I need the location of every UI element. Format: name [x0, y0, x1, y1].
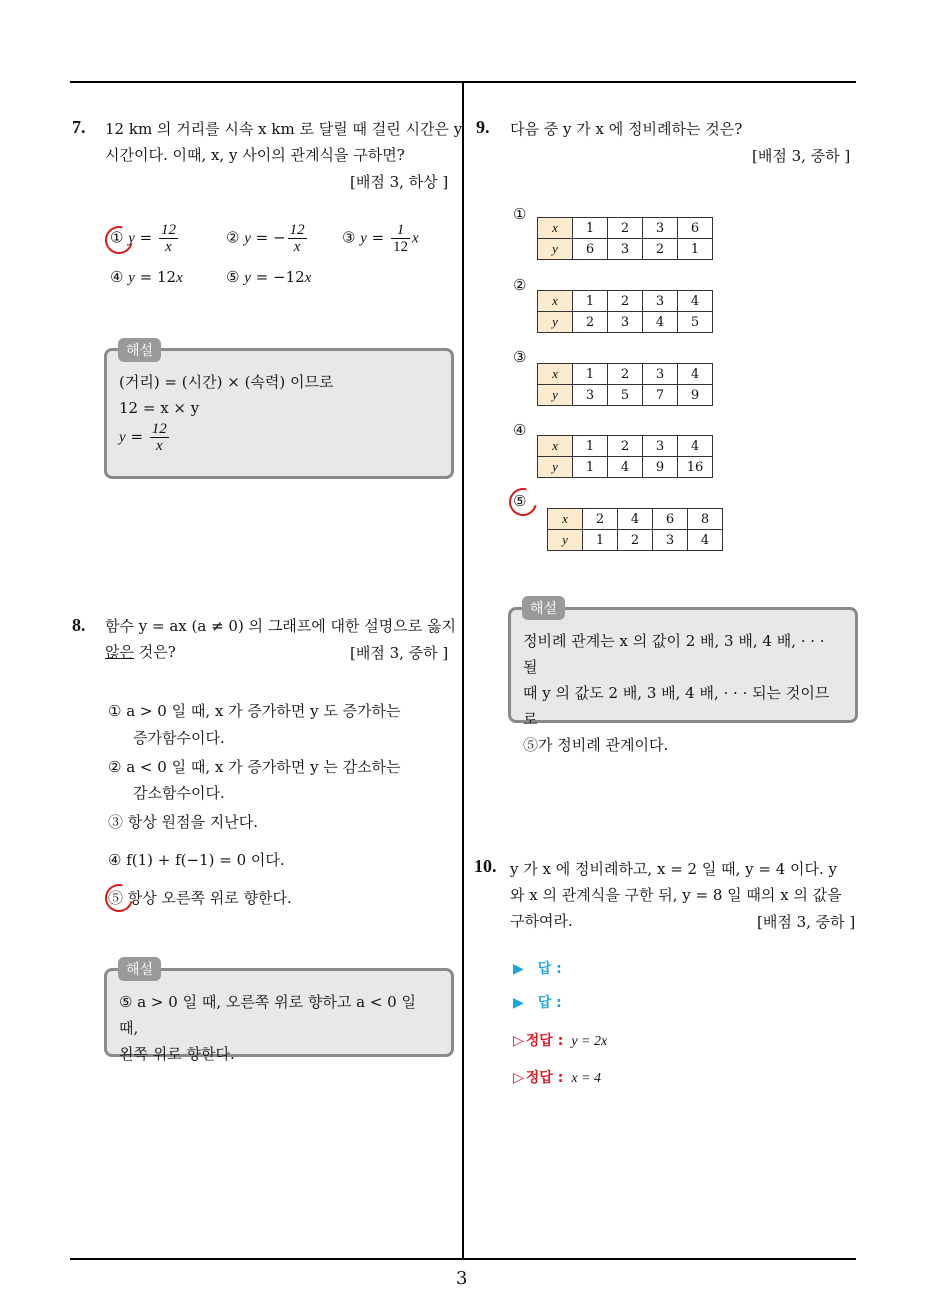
choice-number: ③	[342, 228, 356, 247]
q7-choice-5[interactable]: ⑤ y = −12x	[226, 268, 312, 286]
q9-explanation-box	[508, 607, 858, 754]
q9-expl-line3: ⑤가 정비례 관계이다.	[523, 736, 669, 754]
q9-expl-line2: 때 y 의 값도 2 배, 3 배, 4 배, · · · 되는 것이므로	[523, 684, 830, 728]
q9-score: [배점 3, 중하 ]	[752, 147, 851, 165]
q7-score: [배점 3, 하상 ]	[350, 173, 449, 191]
q8-number: 8.	[72, 615, 86, 635]
q10-answer-1[interactable]: ▶ 답 :	[513, 961, 562, 977]
q9-choice-3-label[interactable]: ③	[513, 348, 527, 366]
fraction: $\frac{12}{x}$	[161, 222, 177, 255]
q8-choice-1-cont: 증가함수이다.	[133, 729, 225, 747]
column-divider	[462, 82, 464, 1259]
q9-table-4: x 1 2 3 4 y 1 4 9 16	[537, 435, 713, 478]
triangle-outline-icon: ▷	[513, 1033, 524, 1049]
choice-number: ②	[226, 228, 240, 247]
fraction: $\frac{12}{x}$	[151, 421, 167, 454]
q9-choice-2-label[interactable]: ②	[513, 276, 527, 294]
choice-number: ⑤	[226, 268, 240, 286]
q9-number: 9.	[476, 117, 490, 137]
q8-explanation-tag: 해설	[118, 957, 161, 981]
q7-explanation-tag: 해설	[118, 338, 161, 362]
q8-choice-4[interactable]: ④ f(1) + f(−1) = 0 이다.	[108, 851, 285, 869]
q7-text-line2: 시간이다. 이때, x, y 사이의 관계식을 구하면?	[105, 146, 405, 164]
q9-choice-1-label[interactable]: ①	[513, 205, 527, 223]
q7-choice-2[interactable]: ② y = − $\frac{12}{x}$	[226, 222, 305, 255]
q8-choice-2-cont: 감소함수이다.	[133, 784, 225, 802]
q8-expl-line2: 왼쪽 위로 향한다.	[119, 1045, 235, 1063]
q10-text-line3: 구하여라.	[510, 912, 573, 930]
q7-expl-line2: 12 = x × y	[119, 399, 200, 417]
triangle-outline-icon: ▷	[513, 1070, 524, 1086]
q10-text-line1: y 가 x 에 정비례하고, x = 2 일 때, y = 4 이다. y	[510, 860, 838, 878]
q8-explanation-box	[104, 968, 454, 1063]
q9-choice-4-label[interactable]: ④	[513, 421, 527, 439]
q10-score: [배점 3, 중하 ]	[757, 913, 856, 931]
fraction: $\frac{12}{x}$	[289, 222, 305, 255]
q10-text-line2: 와 x 의 관계식을 구한 뒤, y = 8 일 때의 x 의 값을	[510, 886, 842, 904]
q7-number: 7.	[72, 117, 86, 137]
q9-choice-5-label[interactable]: ⑤	[513, 492, 527, 510]
page-number: 3	[456, 1268, 468, 1289]
q8-choice-5[interactable]: ⑤ 항상 오른쪽 위로 향한다.	[108, 889, 292, 907]
q8-text-line2: 않은 것은?	[105, 643, 176, 661]
q10-number: 10.	[474, 856, 497, 876]
q9-explanation-tag: 해설	[522, 596, 565, 620]
q8-underlined-word: 않은	[105, 643, 134, 661]
q7-expl-line3: y = $\frac{12}{x}$	[119, 421, 167, 454]
q9-table-5: x 2 4 6 8 y 1 2 3 4	[547, 508, 723, 551]
bottom-rule	[70, 1258, 856, 1260]
q8-choice-1[interactable]: ① a > 0 일 때, x 가 증가하면 y 도 증가하는	[108, 702, 401, 720]
q9-table-3: x 1 2 3 4 y 3 5 7 9	[537, 363, 713, 406]
q10-answer-2[interactable]: ▶ 답 :	[513, 995, 562, 1011]
q7-choice-3[interactable]: ③ y = $\frac{1}{12}$ x	[342, 222, 419, 255]
q10-correct-1: ▷ 정답 : y = 2x	[513, 1033, 608, 1049]
choice-number: ①	[110, 228, 124, 247]
q8-choice-3[interactable]: ③ 항상 원점을 지난다.	[108, 813, 259, 831]
q8-score: [배점 3, 중하 ]	[350, 644, 449, 662]
q9-table-2: x 1 2 3 4 y 2 3 4 5	[537, 290, 713, 333]
q7-expl-line1: (거리) = (시간) × (속력) 이므로	[119, 373, 334, 391]
play-icon: ▶	[513, 961, 524, 977]
q7-choice-4[interactable]: ④ y = 12x	[110, 268, 183, 286]
q7-text-line1: 12 km 의 거리를 시속 x km 로 달릴 때 걸린 시간은 y	[105, 120, 463, 138]
q7-choice-1[interactable]: ① y = $\frac{12}{x}$	[110, 222, 177, 255]
q8-choice-2[interactable]: ② a < 0 일 때, x 가 증가하면 y 는 감소하는	[108, 758, 401, 776]
q7-explanation-box	[104, 348, 454, 479]
choice-number: ④	[110, 268, 124, 286]
q8-text-line1: 함수 y = ax (a ≠ 0) 의 그래프에 대한 설명으로 옳지	[105, 617, 457, 635]
q9-text-line1: 다음 중 y 가 x 에 정비례하는 것은?	[510, 120, 743, 138]
play-icon: ▶	[513, 995, 524, 1011]
q8-expl-line1: ⑤ a > 0 일 때, 오른쪽 위로 향하고 a < 0 일 때,	[119, 993, 416, 1037]
fraction: $\frac{1}{12}$	[393, 222, 409, 255]
q9-expl-line1: 정비례 관계는 x 의 값이 2 배, 3 배, 4 배, · · · 될	[523, 632, 825, 676]
q9-table-1: x 1 2 3 6 y 6 3 2 1	[537, 217, 713, 260]
q10-correct-2: ▷ 정답 : x = 4	[513, 1070, 601, 1086]
